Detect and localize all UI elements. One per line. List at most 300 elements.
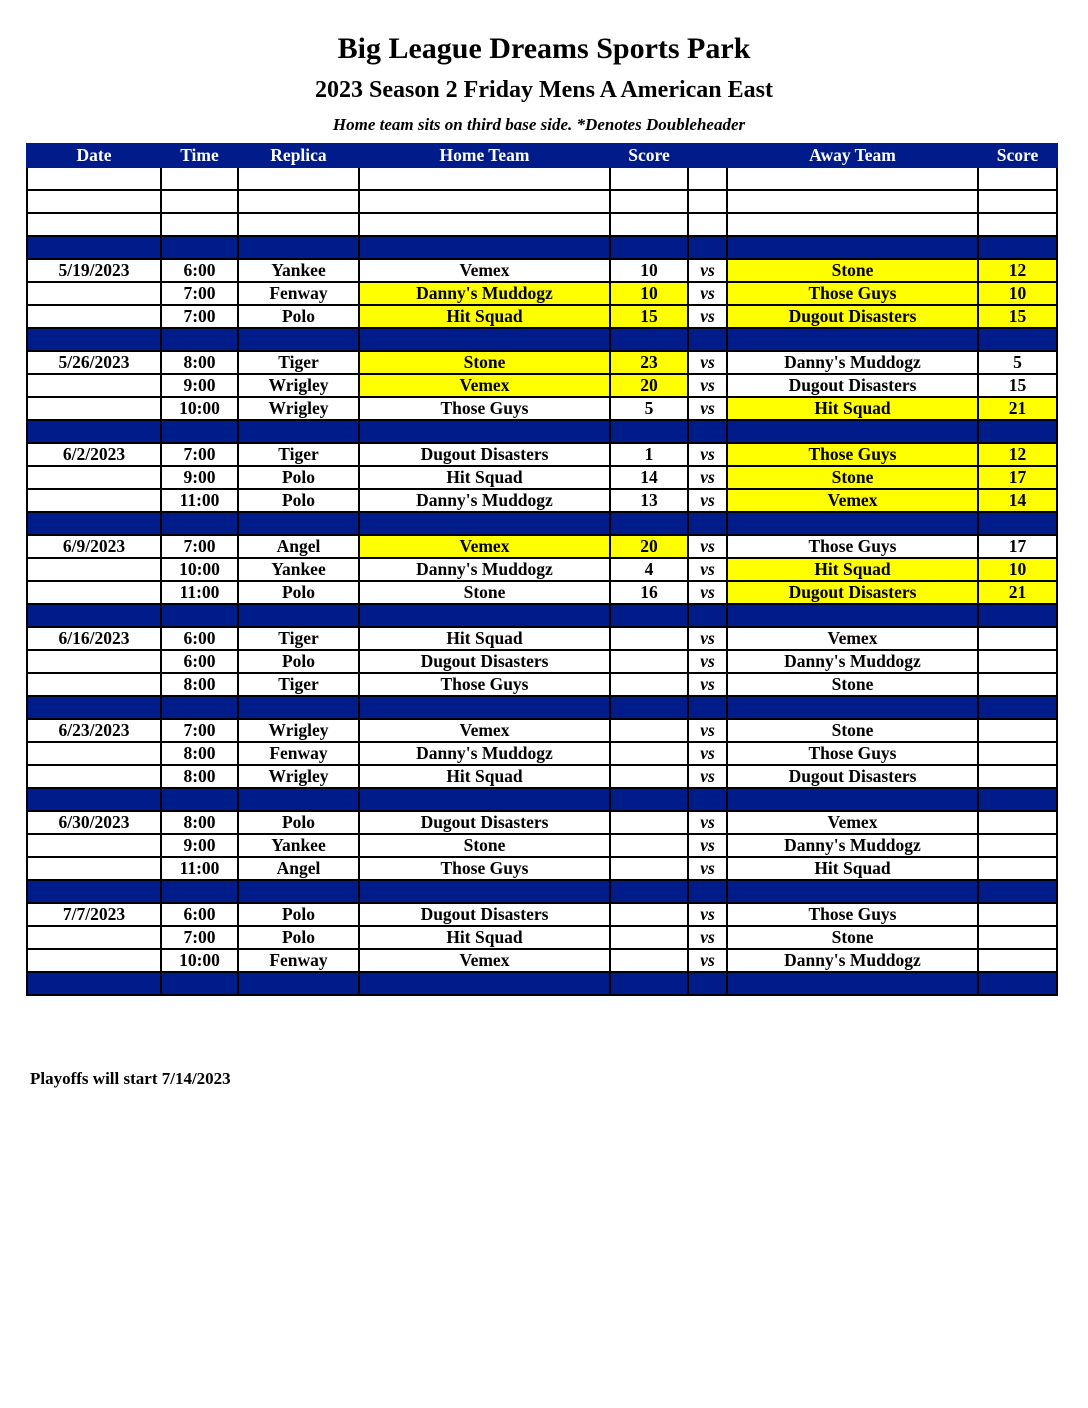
- time-cell: 6:00: [161, 259, 238, 282]
- home-team-cell: Those Guys: [359, 673, 610, 696]
- separator-cell: [359, 420, 610, 443]
- replica-cell: Yankee: [238, 558, 359, 581]
- game-row: [27, 926, 1057, 949]
- home-score-cell: [610, 857, 688, 880]
- date-cell: [27, 167, 161, 190]
- replica-cell: Yankee: [238, 259, 359, 282]
- vs-cell: [688, 190, 727, 213]
- away-team-cell: Danny's Muddogz: [727, 834, 978, 857]
- replica-cell: Tiger: [238, 351, 359, 374]
- time-cell: [161, 213, 238, 236]
- separator-cell: [727, 236, 978, 259]
- vs-cell: vs: [688, 673, 727, 696]
- home-team-cell: Dugout Disasters: [359, 443, 610, 466]
- separator-cell: [688, 328, 727, 351]
- separator-cell: [27, 880, 161, 903]
- time-cell: 8:00: [161, 765, 238, 788]
- vs-cell: [688, 167, 727, 190]
- away-score-cell: [978, 627, 1057, 650]
- separator-cell: [161, 880, 238, 903]
- home-team-cell: [359, 213, 610, 236]
- home-score-cell: [610, 926, 688, 949]
- vs-cell: vs: [688, 397, 727, 420]
- separator-cell: [688, 420, 727, 443]
- date-cell: [27, 305, 161, 328]
- game-row: [27, 581, 1057, 604]
- separator-cell: [978, 420, 1057, 443]
- date-cell: 5/19/2023: [27, 259, 161, 282]
- away-score-cell: [978, 190, 1057, 213]
- week-separator-row: [27, 972, 1057, 995]
- home-team-cell: Hit Squad: [359, 765, 610, 788]
- home-score-cell: 15: [610, 305, 688, 328]
- separator-cell: [359, 880, 610, 903]
- away-team-cell: Those Guys: [727, 535, 978, 558]
- separator-cell: [359, 972, 610, 995]
- away-score-cell: 21: [978, 397, 1057, 420]
- away-score-cell: 12: [978, 259, 1057, 282]
- time-cell: [161, 190, 238, 213]
- separator-cell: [238, 236, 359, 259]
- away-score-cell: 12: [978, 443, 1057, 466]
- home-score-cell: [610, 719, 688, 742]
- game-row: [27, 282, 1057, 305]
- replica-cell: Wrigley: [238, 374, 359, 397]
- home-team-cell: Hit Squad: [359, 627, 610, 650]
- week-separator-row: [27, 512, 1057, 535]
- away-score-cell: 15: [978, 305, 1057, 328]
- separator-cell: [727, 696, 978, 719]
- time-cell: 7:00: [161, 282, 238, 305]
- time-cell: 9:00: [161, 466, 238, 489]
- vs-cell: vs: [688, 949, 727, 972]
- game-row: [27, 834, 1057, 857]
- schedule-table: [26, 143, 1058, 996]
- home-score-cell: [610, 167, 688, 190]
- date-cell: 7/7/2023: [27, 903, 161, 926]
- separator-cell: [238, 420, 359, 443]
- away-team-cell: Vemex: [727, 489, 978, 512]
- time-cell: 8:00: [161, 742, 238, 765]
- game-row: [27, 213, 1057, 236]
- replica-cell: Angel: [238, 857, 359, 880]
- home-score-cell: 23: [610, 351, 688, 374]
- home-team-cell: Vemex: [359, 949, 610, 972]
- separator-cell: [238, 328, 359, 351]
- separator-cell: [610, 788, 688, 811]
- separator-cell: [610, 696, 688, 719]
- away-score-cell: [978, 765, 1057, 788]
- date-cell: [27, 650, 161, 673]
- schedule-note: Home team sits on third base side. *Denotes Doubleheader: [332, 115, 746, 134]
- home-score-cell: [610, 213, 688, 236]
- separator-cell: [727, 420, 978, 443]
- home-team-cell: Dugout Disasters: [359, 811, 610, 834]
- home-score-cell: 20: [610, 374, 688, 397]
- home-score-cell: 5: [610, 397, 688, 420]
- separator-cell: [978, 236, 1057, 259]
- replica-cell: Polo: [238, 305, 359, 328]
- separator-cell: [359, 696, 610, 719]
- home-score-cell: [610, 673, 688, 696]
- home-team-cell: Hit Squad: [359, 466, 610, 489]
- vs-cell: vs: [688, 627, 727, 650]
- week-separator-row: [27, 788, 1057, 811]
- away-team-cell: [727, 167, 978, 190]
- time-cell: 6:00: [161, 650, 238, 673]
- replica-cell: Yankee: [238, 834, 359, 857]
- separator-cell: [978, 328, 1057, 351]
- away-score-cell: [978, 903, 1057, 926]
- time-cell: 7:00: [161, 443, 238, 466]
- away-team-cell: Dugout Disasters: [727, 581, 978, 604]
- game-row: [27, 903, 1057, 926]
- home-team-cell: [359, 190, 610, 213]
- separator-cell: [978, 604, 1057, 627]
- time-cell: 11:00: [161, 489, 238, 512]
- replica-cell: Fenway: [238, 949, 359, 972]
- week-separator-row: [27, 236, 1057, 259]
- away-team-cell: Stone: [727, 259, 978, 282]
- home-team-cell: Stone: [359, 834, 610, 857]
- home-team-cell: Those Guys: [359, 397, 610, 420]
- separator-cell: [161, 420, 238, 443]
- replica-cell: Fenway: [238, 742, 359, 765]
- game-row: [27, 259, 1057, 282]
- home-score-cell: [610, 811, 688, 834]
- separator-cell: [27, 236, 161, 259]
- home-score-cell: [610, 627, 688, 650]
- time-cell: 10:00: [161, 397, 238, 420]
- separator-cell: [27, 420, 161, 443]
- date-cell: [27, 489, 161, 512]
- time-cell: 8:00: [161, 811, 238, 834]
- time-cell: 9:00: [161, 374, 238, 397]
- away-team-cell: Dugout Disasters: [727, 374, 978, 397]
- separator-cell: [27, 788, 161, 811]
- separator-cell: [688, 696, 727, 719]
- away-team-cell: Danny's Muddogz: [727, 351, 978, 374]
- vs-cell: vs: [688, 765, 727, 788]
- replica-cell: Polo: [238, 811, 359, 834]
- away-score-cell: 5: [978, 351, 1057, 374]
- col-header-replica: Replica: [238, 144, 359, 167]
- separator-cell: [238, 788, 359, 811]
- away-score-cell: [978, 650, 1057, 673]
- separator-cell: [978, 788, 1057, 811]
- home-team-cell: Dugout Disasters: [359, 903, 610, 926]
- separator-cell: [727, 788, 978, 811]
- replica-cell: [238, 167, 359, 190]
- week-separator-row: [27, 604, 1057, 627]
- date-cell: 5/26/2023: [27, 351, 161, 374]
- separator-cell: [688, 788, 727, 811]
- home-team-cell: Vemex: [359, 719, 610, 742]
- separator-cell: [161, 512, 238, 535]
- home-score-cell: 13: [610, 489, 688, 512]
- date-cell: [27, 466, 161, 489]
- col-header-home-team: Home Team: [359, 144, 610, 167]
- replica-cell: Tiger: [238, 443, 359, 466]
- home-team-cell: Dugout Disasters: [359, 650, 610, 673]
- away-team-cell: [727, 213, 978, 236]
- away-team-cell: Hit Squad: [727, 397, 978, 420]
- replica-cell: Wrigley: [238, 719, 359, 742]
- replica-cell: [238, 213, 359, 236]
- home-team-cell: Vemex: [359, 259, 610, 282]
- home-score-cell: 10: [610, 282, 688, 305]
- home-team-cell: Vemex: [359, 535, 610, 558]
- away-team-cell: Vemex: [727, 627, 978, 650]
- away-score-cell: [978, 673, 1057, 696]
- replica-cell: Tiger: [238, 627, 359, 650]
- replica-cell: Polo: [238, 581, 359, 604]
- home-score-cell: 4: [610, 558, 688, 581]
- game-row: [27, 489, 1057, 512]
- separator-cell: [610, 512, 688, 535]
- separator-cell: [161, 604, 238, 627]
- separator-cell: [727, 972, 978, 995]
- separator-cell: [359, 604, 610, 627]
- home-team-cell: Hit Squad: [359, 305, 610, 328]
- playoffs-note: Playoffs will start 7/14/2023: [30, 1069, 231, 1088]
- vs-cell: vs: [688, 834, 727, 857]
- date-cell: [27, 834, 161, 857]
- date-cell: [27, 397, 161, 420]
- vs-cell: vs: [688, 903, 727, 926]
- replica-cell: Polo: [238, 903, 359, 926]
- away-score-cell: [978, 167, 1057, 190]
- page-title: Big League Dreams Sports Park: [337, 32, 751, 65]
- home-team-cell: Danny's Muddogz: [359, 742, 610, 765]
- col-header-time: Time: [161, 144, 238, 167]
- replica-cell: Polo: [238, 926, 359, 949]
- separator-cell: [359, 236, 610, 259]
- home-team-cell: [359, 167, 610, 190]
- vs-cell: vs: [688, 351, 727, 374]
- away-team-cell: Hit Squad: [727, 857, 978, 880]
- separator-cell: [27, 604, 161, 627]
- separator-cell: [610, 604, 688, 627]
- away-score-cell: 17: [978, 466, 1057, 489]
- separator-cell: [727, 880, 978, 903]
- separator-cell: [688, 604, 727, 627]
- separator-cell: [610, 880, 688, 903]
- away-score-cell: [978, 811, 1057, 834]
- home-score-cell: [610, 765, 688, 788]
- col-header-vs: [688, 144, 727, 167]
- replica-cell: Angel: [238, 535, 359, 558]
- away-score-cell: [978, 742, 1057, 765]
- time-cell: 11:00: [161, 581, 238, 604]
- date-cell: [27, 673, 161, 696]
- time-cell: 9:00: [161, 834, 238, 857]
- col-header-away-score: Score: [978, 144, 1057, 167]
- away-score-cell: [978, 213, 1057, 236]
- date-cell: [27, 857, 161, 880]
- date-cell: [27, 765, 161, 788]
- date-cell: [27, 374, 161, 397]
- vs-cell: vs: [688, 650, 727, 673]
- date-cell: 6/9/2023: [27, 535, 161, 558]
- separator-cell: [238, 512, 359, 535]
- replica-cell: Wrigley: [238, 397, 359, 420]
- home-team-cell: Danny's Muddogz: [359, 558, 610, 581]
- home-score-cell: 14: [610, 466, 688, 489]
- vs-cell: vs: [688, 558, 727, 581]
- separator-cell: [238, 604, 359, 627]
- table-header-row: [27, 144, 1057, 167]
- away-score-cell: 10: [978, 282, 1057, 305]
- game-row: [27, 650, 1057, 673]
- away-score-cell: 10: [978, 558, 1057, 581]
- game-row: [27, 190, 1057, 213]
- date-cell: [27, 949, 161, 972]
- away-team-cell: Dugout Disasters: [727, 765, 978, 788]
- away-team-cell: Those Guys: [727, 903, 978, 926]
- date-cell: [27, 581, 161, 604]
- replica-cell: [238, 190, 359, 213]
- date-cell: [27, 282, 161, 305]
- separator-cell: [359, 788, 610, 811]
- separator-cell: [688, 880, 727, 903]
- away-team-cell: Dugout Disasters: [727, 305, 978, 328]
- separator-cell: [727, 512, 978, 535]
- date-cell: 6/30/2023: [27, 811, 161, 834]
- time-cell: 7:00: [161, 926, 238, 949]
- date-cell: 6/16/2023: [27, 627, 161, 650]
- date-cell: [27, 213, 161, 236]
- away-team-cell: Those Guys: [727, 443, 978, 466]
- separator-cell: [161, 972, 238, 995]
- game-row: [27, 558, 1057, 581]
- separator-cell: [161, 696, 238, 719]
- date-cell: [27, 558, 161, 581]
- separator-cell: [610, 236, 688, 259]
- away-team-cell: Danny's Muddogz: [727, 949, 978, 972]
- vs-cell: vs: [688, 857, 727, 880]
- separator-cell: [238, 696, 359, 719]
- vs-cell: vs: [688, 811, 727, 834]
- home-team-cell: Those Guys: [359, 857, 610, 880]
- week-separator-row: [27, 696, 1057, 719]
- time-cell: 8:00: [161, 673, 238, 696]
- replica-cell: Polo: [238, 466, 359, 489]
- home-score-cell: [610, 834, 688, 857]
- separator-cell: [727, 328, 978, 351]
- time-cell: 6:00: [161, 903, 238, 926]
- game-row: [27, 949, 1057, 972]
- away-team-cell: Those Guys: [727, 282, 978, 305]
- time-cell: [161, 167, 238, 190]
- game-row: [27, 351, 1057, 374]
- separator-cell: [978, 512, 1057, 535]
- game-row: [27, 627, 1057, 650]
- away-team-cell: Stone: [727, 719, 978, 742]
- away-team-cell: [727, 190, 978, 213]
- separator-cell: [161, 236, 238, 259]
- away-team-cell: Those Guys: [727, 742, 978, 765]
- vs-cell: vs: [688, 742, 727, 765]
- game-row: [27, 167, 1057, 190]
- home-score-cell: [610, 650, 688, 673]
- replica-cell: Fenway: [238, 282, 359, 305]
- home-score-cell: [610, 190, 688, 213]
- game-row: [27, 397, 1057, 420]
- separator-cell: [238, 880, 359, 903]
- vs-cell: vs: [688, 259, 727, 282]
- vs-cell: vs: [688, 466, 727, 489]
- away-score-cell: 17: [978, 535, 1057, 558]
- separator-cell: [688, 236, 727, 259]
- home-score-cell: [610, 903, 688, 926]
- home-score-cell: 10: [610, 259, 688, 282]
- game-row: [27, 742, 1057, 765]
- time-cell: 7:00: [161, 535, 238, 558]
- home-team-cell: Hit Squad: [359, 926, 610, 949]
- away-team-cell: Hit Squad: [727, 558, 978, 581]
- page-subtitle: 2023 Season 2 Friday Mens A American East: [314, 77, 773, 103]
- game-row: [27, 811, 1057, 834]
- separator-cell: [161, 328, 238, 351]
- date-cell: [27, 926, 161, 949]
- away-score-cell: 21: [978, 581, 1057, 604]
- separator-cell: [688, 512, 727, 535]
- vs-cell: vs: [688, 489, 727, 512]
- separator-cell: [27, 972, 161, 995]
- game-row: [27, 535, 1057, 558]
- date-cell: [27, 190, 161, 213]
- replica-cell: Polo: [238, 650, 359, 673]
- game-row: [27, 374, 1057, 397]
- separator-cell: [978, 880, 1057, 903]
- away-team-cell: Stone: [727, 673, 978, 696]
- replica-cell: Polo: [238, 489, 359, 512]
- vs-cell: [688, 213, 727, 236]
- game-row: [27, 673, 1057, 696]
- separator-cell: [27, 328, 161, 351]
- replica-cell: Wrigley: [238, 765, 359, 788]
- separator-cell: [610, 328, 688, 351]
- away-score-cell: 15: [978, 374, 1057, 397]
- game-row: [27, 443, 1057, 466]
- replica-cell: Tiger: [238, 673, 359, 696]
- time-cell: 7:00: [161, 719, 238, 742]
- vs-cell: vs: [688, 374, 727, 397]
- separator-cell: [359, 512, 610, 535]
- vs-cell: vs: [688, 926, 727, 949]
- vs-cell: vs: [688, 719, 727, 742]
- separator-cell: [27, 696, 161, 719]
- separator-cell: [978, 696, 1057, 719]
- time-cell: 6:00: [161, 627, 238, 650]
- date-cell: 6/23/2023: [27, 719, 161, 742]
- time-cell: 10:00: [161, 558, 238, 581]
- away-score-cell: [978, 834, 1057, 857]
- home-team-cell: Vemex: [359, 374, 610, 397]
- separator-cell: [610, 972, 688, 995]
- separator-cell: [161, 788, 238, 811]
- game-row: [27, 305, 1057, 328]
- game-row: [27, 719, 1057, 742]
- away-score-cell: [978, 857, 1057, 880]
- home-team-cell: Danny's Muddogz: [359, 282, 610, 305]
- game-row: [27, 765, 1057, 788]
- time-cell: 8:00: [161, 351, 238, 374]
- home-team-cell: Stone: [359, 581, 610, 604]
- away-team-cell: Danny's Muddogz: [727, 650, 978, 673]
- separator-cell: [688, 972, 727, 995]
